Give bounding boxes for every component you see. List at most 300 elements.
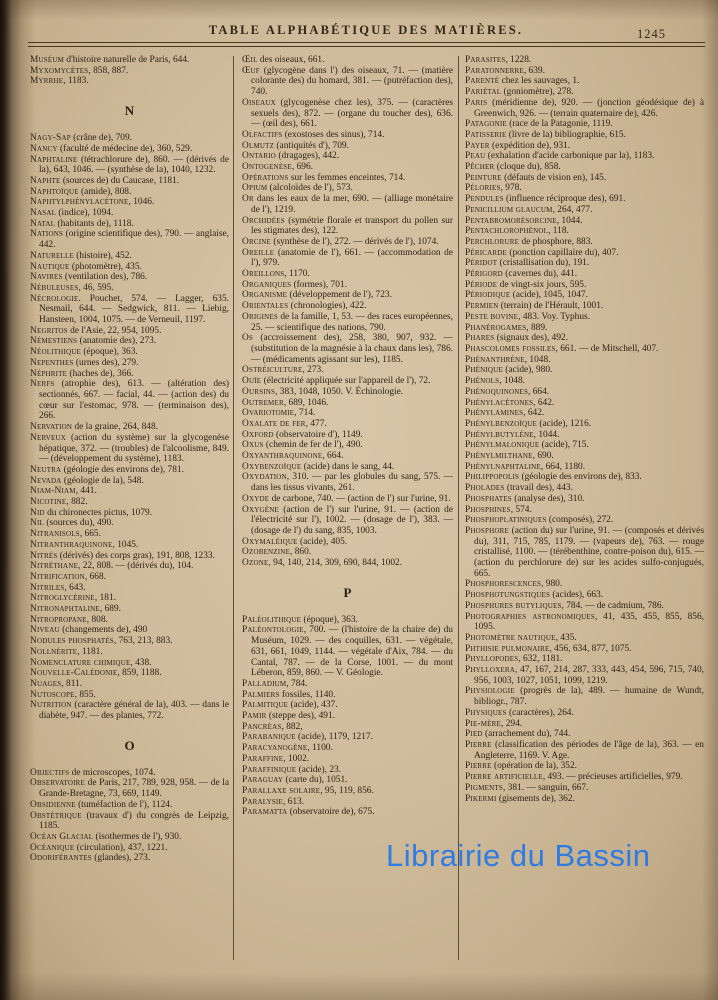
index-entry: Néolithique (époque), 363. [30, 347, 138, 358]
entry-headword: Nécrologie [30, 293, 79, 304]
index-entry: Observatoire de Paris, 217, 789, 928, 958. — de la Grande-Bretagne, 73, 669, 1149. [30, 778, 229, 800]
index-entry: Or dans les eaux de la mer, 690. — (alliage monétaire de l'), 1219. [242, 194, 453, 215]
entry-headword: Phénols [465, 376, 500, 387]
entry-headword: Nautique [30, 261, 70, 272]
index-entry: Orchidées (symétrie florale et transport du pollen sur les stigmates des), 122. [242, 215, 453, 237]
index-entry: Paracyanogène, 1100. [242, 743, 333, 754]
column-divider-2 [458, 56, 459, 960]
index-entry: Phosphore (action du) sur l'urine, 91. — (composés et dérivés du), 311, 715, 785, 1179. — (vapeurs de), 763. — rouge cristallisé, 1100. — (térébenthine, contre-poison du), 615. — (action du perchlorure de) sur les acides sulfo-conjugués, 665. [465, 525, 704, 579]
entry-headword: Opium [242, 183, 268, 194]
index-entry: Pentabromorésorcine, 1044. [465, 215, 583, 226]
index-entry: Oxymaléique (acide), 405. [242, 536, 348, 547]
entry-headword: Pikermi [465, 793, 497, 804]
index-entry: Phénylbenzoïque (acide), 1216. [465, 418, 592, 429]
index-entry: Nuages, 811. [30, 678, 83, 689]
entry-headword: Phosphore [465, 525, 509, 536]
entry-headword: Pancréas [242, 721, 282, 732]
index-entry: Nodules phosphatés, 763, 213, 883. [30, 636, 173, 647]
entry-headword: Pélories [465, 183, 501, 194]
entry-headword: Physiques [465, 707, 507, 718]
index-column-1 [30, 55, 229, 864]
index-entry: Phosphoplatiniques (composés), 272. [465, 515, 614, 526]
entry-headword: Patisserie [465, 129, 507, 140]
entry-headword: Pierre [465, 740, 492, 750]
index-entry: Opium (alcoloïdes de l'), 573. [242, 183, 353, 194]
index-entry: Oreillons, 1170. [242, 269, 310, 280]
entry-headword: Oursins [242, 386, 276, 397]
entry-headword: Niam-Niam [30, 486, 76, 497]
entry-headword: Parabanique [242, 732, 296, 743]
index-entry: Photographies astronomiques, 41, 435, 455, 855, 856, 1095. [465, 611, 704, 633]
entry-headword: Phénylmalonique [465, 440, 540, 451]
entry-headword: Néphrite [30, 368, 68, 379]
index-entry: Objectifs de microscopes, 1074. [30, 767, 156, 778]
entry-headword: Nitrification [30, 571, 85, 582]
index-entry: Nepenthes (urnes des), 279. [30, 357, 139, 368]
index-entry: Pamir (steppe des), 491. [242, 711, 335, 722]
index-entry: Ovariotomie, 714. [242, 408, 316, 419]
index-entry: Phosphorescences, 980. [465, 579, 563, 590]
entry-headword: Phénylacétones [465, 397, 534, 408]
entry-headword: Ostréiculture [242, 365, 303, 376]
entry-headword: Nollnérite [30, 646, 78, 657]
entry-headword: Payer [465, 140, 490, 151]
entry-headword: Phénylamines [465, 408, 524, 419]
index-entry: Phosphines, 574. [465, 504, 532, 515]
entry-headword: Nitriles [30, 582, 65, 593]
index-entry: Organisme (développement de l'), 723. [242, 290, 392, 301]
index-entry: Peinture (défauts de vision en), 145. [465, 172, 607, 183]
entry-headword: Pentachlorophénol [465, 226, 549, 237]
index-entry: Naphtylphénylacétone, 1046. [30, 197, 155, 208]
index-entry: Natal (habitants de), 1118. [30, 218, 134, 229]
index-entry: Nerveux (action du système) sur la glycogenèse hépatique, 372. — (troubles) de l'alcoolisme, 849. — (développement du système), 1183. [30, 432, 229, 465]
index-entry: Phénylnaphtaline, 664, 1180. [465, 461, 586, 472]
index-entry: Nécrologie. Pouchet, 574. — Lagger, 635. Nesmail, 644. — Sedgwick, 811. — Liebig, Hansteen, 1004, 1075. — de Verneuil, 1197. [30, 293, 229, 326]
entry-headword: Oxus [242, 440, 264, 451]
index-entry: Physiologie (progrès de la), 489. — humaine de Wundt, bibliogr., 787. [465, 686, 704, 708]
index-entry: Nitroglycérine, 181. [30, 593, 116, 604]
index-entry: Phénols, 1048. [465, 376, 526, 387]
index-entry: Phylloxera, 47, 167, 214, 287, 333, 443, 454, 596, 715, 740, 956, 1003, 1027, 1051, 1099, 1219. [465, 665, 704, 686]
entry-headword: Objectifs [30, 767, 70, 778]
index-entry: Ontario (dragages), 442. [242, 151, 340, 162]
entry-headword: Oxygène [242, 504, 279, 515]
index-entry: Peau (exhalation d'acide carbonique par la), 1183. [465, 151, 655, 162]
entry-headword: Oreille [242, 247, 275, 258]
entry-headword: Peinture [465, 172, 502, 183]
index-entry: Nitranthraquinone, 1045. [30, 539, 139, 550]
entry-headword: Paralysie [242, 796, 283, 807]
entry-headword: Parasites [465, 55, 506, 65]
entry-headword: Pigments [465, 782, 503, 793]
entry-headword: Oreillons [242, 269, 285, 280]
index-entry: Phénylacétones, 642. [465, 397, 555, 408]
index-entry: Némestiens (anatomie des), 273. [30, 336, 157, 347]
index-entry: Palmitique (acide), 437. [242, 700, 338, 711]
entry-headword: Oxalate de fer [242, 418, 306, 429]
index-entry: Navires (ventilation des), 786. [30, 272, 148, 283]
entry-headword: Phosphotungstiques [465, 590, 551, 601]
entry-headword: Navires [30, 272, 63, 283]
column-divider-1 [233, 56, 234, 960]
entry-headword: Organiques [242, 279, 292, 290]
entry-headword: Naphtaline [30, 154, 78, 165]
index-entry: Organiques (formes), 701. [242, 279, 347, 290]
index-entry: Péricarde (ponction capillaire du), 407. [465, 247, 619, 258]
index-entry: Oxygène (action de l') sur l'urine, 91. — (action de l'électricité sur l'), 1002. — (dosage de l'), 383. — (dosage de l') du sang, 835, 1003. [242, 504, 453, 536]
index-entry: Orientales (chronologies), 422. [242, 301, 367, 312]
index-entry: Muséum d'histoire naturelle de Paris, 644. [30, 55, 190, 65]
index-entry: Nevada (géologie de la), 548. [30, 475, 144, 486]
entry-headword: Nitropropane [30, 614, 87, 625]
entry-headword: Pierre [465, 761, 492, 772]
index-entry: Nagy-Sap (crâne de), 709. [30, 133, 132, 144]
index-entry: Photomètre nautique, 435. [465, 632, 577, 643]
entry-headword: Période [465, 279, 498, 290]
index-entry: Nitrés (dérivés) des corps gras), 191, 808, 1233. [30, 550, 215, 561]
entry-headword: Phosphoplatiniques [465, 515, 547, 526]
index-entry: Période de vingt-six jours, 595. [465, 279, 587, 290]
entry-headword: Nagy-Sap [30, 133, 71, 144]
entry-headword: Phénylbenzoïque [465, 418, 537, 429]
entry-headword: Péridot [465, 258, 498, 269]
index-entry: Perchlorure de phosphore, 883. [465, 236, 593, 247]
entry-headword: Ontogenèse [242, 162, 292, 173]
index-entry: Myrrhe, 1183. [30, 76, 89, 87]
entry-headword: Phascolomes fossiles [465, 343, 556, 354]
entry-headword: Némestiens [30, 336, 78, 347]
entry-headword: Parallaxe solaire [242, 786, 321, 796]
entry-headword: Nitréthane [30, 561, 79, 572]
entry-headword: Pholades [465, 483, 505, 494]
entry-headword: Paraffine [242, 753, 284, 764]
entry-headword: Nil [30, 518, 44, 529]
entry-headword: Nitronaphtaline [30, 604, 100, 615]
entry-headword: Nerveux [30, 432, 66, 443]
index-entry: Pierre (classification des périodes de l'âge de la), 363. — en Angleterre, 1169. V. Age. [465, 740, 704, 761]
page-title: TABLE ALPHABÉTIQUE DES MATIÈRES. [208, 23, 524, 37]
index-entry: Pikermi (gisements de), 362. [465, 793, 575, 804]
entry-headword: Phosphures butyliques [465, 600, 562, 611]
entry-headword: Observatoire [30, 778, 86, 789]
entry-headword: Obsidienne [30, 799, 76, 810]
index-entry: Paris (méridienne de), 920. — (jonction géodésique de) à Greenwich, 926. — (terrain quaternaire de), 426. [465, 97, 704, 119]
entry-headword: Nepenthes [30, 357, 74, 368]
index-entry: Olmutz (antiquités d'), 709. [242, 140, 349, 151]
entry-headword: Photomètre nautique [465, 632, 556, 643]
entry-headword: Ozobenzine [242, 547, 291, 558]
index-entry: Ouïe (électricité appliquée sur l'appareil de l'), 72. [242, 376, 431, 387]
index-entry: Pélories, 978. [465, 183, 522, 194]
entry-headword: Palladium [242, 678, 287, 689]
index-entry: Patisserie (livre de la) bibliographie, 615. [465, 129, 626, 140]
index-entry: Oxyanthraquinone, 664. [242, 451, 344, 462]
index-entry: Parasites, 1228. [465, 55, 532, 65]
index-entry: Oxus (chemin de fer de l'), 490. [242, 440, 363, 451]
index-entry: Phosphates (analyse des), 310. [465, 493, 585, 504]
entry-headword: Œuf [242, 65, 260, 76]
index-entry: Pie-mère, 294. [465, 718, 523, 729]
index-entry: Oreille (anatomie de l'), 661. — (accommodation de l'), 979. [242, 247, 453, 269]
entry-headword: Oxyanthraquinone [242, 451, 323, 462]
entry-headword: Nitranisols [30, 529, 80, 540]
index-entry: Origines de la famille, 1, 53. — des races européennes, 25. — scientifique des nations, 790. [242, 311, 453, 333]
entry-headword: Parenté [465, 76, 500, 87]
index-entry: Patagonie (race de la Patagonie, 1119. [465, 119, 613, 130]
index-entry: Phénylbutylène, 1044. [465, 429, 560, 440]
entry-headword: Nicotine [30, 497, 67, 508]
entry-headword: Paramatta [242, 807, 288, 818]
index-entry: Negritos de l'Asie, 22, 954, 1095. [30, 325, 162, 336]
entry-headword: Pendules [465, 194, 504, 205]
index-entry: Naphtaline (tétrachlorure de), 860. — (dérivés de la), 643, 1046. — (synthèse de la), 1040, 1232. [30, 154, 229, 176]
running-head [30, 23, 702, 41]
entry-headword: Orchidées [242, 215, 285, 226]
index-entry: Nitropropane, 808. [30, 614, 108, 625]
entry-headword: Obstétrique [30, 810, 82, 821]
index-entry: Oxyde de carbone, 740. — (action de l') sur l'urine, 91. [242, 493, 451, 504]
header-rule [28, 42, 705, 47]
index-entry: Phares (signaux des), 492. [465, 333, 569, 344]
watermark: Librairie du Bassin [386, 838, 651, 873]
entry-headword: Naphtoïque [30, 186, 79, 197]
entry-headword: Phénylnaphtaline [465, 461, 541, 472]
entry-headword: Nouvelle-Calédonie [30, 668, 118, 679]
section-heading: O [124, 737, 135, 753]
index-entry: Œuf (glycogène dans l') des oiseaux, 71. — (matière colorante des) du homard, 381. — (putréfaction des), 740. [242, 65, 453, 98]
index-entry: Nitréthane, 22, 808. — (dérivés du), 104. [30, 561, 194, 572]
entry-headword: Paracyanogène [242, 743, 308, 754]
index-entry: Paléontologie, 700. — (l'histoire de la chaire de) du Muséum, 1029. — des coquilles, 631. — végétale, 631, 661, 1049, 1144. — végétale d'Aix, 784. — du Cantal, 787. — de la Corse, 1001. — du mont Léberon, 859, 860. — V. Géologie. [242, 625, 453, 679]
index-entry: Naphtoïque (amide), 808. [30, 186, 132, 197]
entry-headword: Phylloxera [465, 665, 515, 676]
entry-headword: Nitranthraquinone [30, 539, 113, 550]
index-entry: Ozone, 94, 140, 214, 309, 690, 844, 1002. [242, 558, 403, 569]
index-entry: Permien (terrain) de l'Hérault, 1001. [465, 301, 604, 312]
index-entry: Périodique (acide), 1045, 1047. [465, 290, 588, 301]
index-entry: Pêcher (cloque du), 858. [465, 162, 561, 173]
index-entry: Nautique (photomètre), 435. [30, 261, 142, 272]
entry-headword: Outremer [242, 397, 284, 408]
entry-headword: Physiologie [465, 686, 515, 697]
entry-headword: Périodique [465, 290, 511, 301]
index-entry: Penicillium glaucum, 264, 477. [465, 204, 593, 215]
entry-headword: Paléolithique [242, 614, 302, 625]
entry-headword: Oxybenzoïque [242, 461, 302, 472]
index-entry: Nitronaphtaline, 689. [30, 604, 121, 615]
entry-headword: Nerfs [30, 379, 55, 390]
entry-headword: Paraguay [242, 775, 284, 786]
entry-headword: Patagonie [465, 119, 507, 130]
index-entry: Nations (origine scientifique des), 790. — anglaise, 442. [30, 229, 229, 251]
entry-headword: Olfactifs [242, 129, 283, 140]
index-entry: Nasal (indice), 1094. [30, 208, 114, 219]
index-entry: Océan Glacial (isothermes de l'), 930. [30, 832, 182, 842]
index-entry: Phénique (acide), 980. [465, 365, 553, 376]
entry-headword: Palmiers [242, 689, 280, 700]
index-entry: Phosphotungstiques (acides), 663. [465, 590, 604, 601]
entry-headword: Œil [242, 55, 258, 65]
index-entry: Nervation de la graine, 264, 848. [30, 422, 159, 433]
entry-headword: Pierre artificielle [465, 772, 543, 783]
index-entry: Paraffine, 1002. [242, 753, 310, 764]
index-entry: Œil des oiseaux, 661. [242, 55, 325, 65]
entry-headword: Phénylmilthane [465, 451, 533, 462]
entry-headword: Muséum [30, 55, 65, 65]
entry-headword: Pentabromorésorcine [465, 215, 557, 226]
entry-headword: Phthisie pulmonaire [465, 643, 550, 654]
index-entry: Outremer, 689, 1046. [242, 397, 329, 408]
entry-headword: Paratonnerre [465, 65, 524, 76]
entry-headword: Naturelle [30, 250, 74, 261]
index-entry: Phthisie pulmonaire, 456, 634, 877, 1075. [465, 643, 632, 654]
index-entry: Oxydation, 310. — par les globules du sang, 575. — dans les tissus vivants, 261. [242, 472, 453, 494]
index-entry: Os (accroissement des), 258, 380, 907, 932. — (substitution de la magnésie à la chaux dans les), 786. — (médicaments agissant sur les), 1185. [242, 333, 453, 365]
section-heading: P [343, 584, 352, 600]
index-entry: Olfactifs (exostoses des sinus), 714. [242, 129, 385, 140]
index-entry: Opérations sur les femmes enceintes, 714. [242, 172, 406, 183]
entry-headword: Nitrés [30, 550, 58, 561]
entry-headword: Myxomycètes [30, 65, 89, 76]
index-entry: Oursins, 383, 1048, 1050. V. Échinologie. [242, 386, 404, 397]
entry-headword: Naphte [30, 175, 61, 186]
entry-headword: Orcine [242, 236, 271, 247]
entry-headword: Olmutz [242, 140, 275, 151]
entry-headword: Paris [465, 97, 488, 108]
index-entry: Niam-Niam, 441. [30, 486, 97, 497]
index-entry: Pendules (influence réciproque des), 691. [465, 194, 626, 205]
entry-headword: Phénylbutylène [465, 429, 534, 440]
entry-headword: Pêcher [465, 162, 495, 173]
index-entry: Phyllopodes, 632, 1181. [465, 654, 563, 665]
index-entry: Obsidienne (tuméfaction de l'), 1124. [30, 799, 173, 810]
index-entry: Nerfs (atrophie des), 613. — (altération des) sectionnés, 667. — facial, 44. — (action des) du cœur sur l'estomac, 978. — (terminaison des), 266. [30, 379, 229, 422]
entry-headword: Phanérogames [465, 322, 527, 333]
index-entry: Ontogenèse, 696. [242, 162, 313, 173]
page-number: 1245 [637, 27, 666, 41]
entry-headword: Nodules phosphatés [30, 636, 114, 647]
index-entry: Nitranisols, 665. [30, 529, 101, 540]
index-entry: Nébuleuses, 46, 595. [30, 282, 114, 293]
entry-headword: Naphtylphénylacétone [30, 197, 129, 208]
index-entry: Océanique (circulation), 437, 1221. [30, 842, 168, 853]
entry-headword: Niveau [30, 625, 60, 636]
entry-headword: Nid [30, 507, 45, 518]
entry-headword: Phosphorescences [465, 579, 542, 590]
index-entry: Pigments, 381. — sanguin, 667. [465, 782, 589, 793]
index-entry: Phénylamines, 642. [465, 408, 545, 419]
index-entry: Nancy (faculté de médecine de), 360, 529. [30, 143, 193, 154]
index-entry: Myxomycètes, 858, 887. [30, 65, 129, 76]
entry-headword: Opérations [242, 172, 289, 183]
index-entry: Périgord (cavernes du), 441. [465, 269, 578, 280]
entry-headword: Photographies astronomiques [465, 611, 595, 622]
index-entry: Philippopolis (géologie des environs de), 833. [465, 472, 642, 483]
entry-headword: Permien [465, 301, 499, 312]
entry-headword: Phyllopodes [465, 654, 519, 665]
index-entry: Phénylmalonique (acide), 715. [465, 440, 589, 451]
entry-headword: Phénanthrène [465, 354, 525, 365]
section-heading: N [124, 103, 135, 119]
index-entry: Oiseaux (glycogenèse chez les), 375. — (caractères sexuels des), 872. — (organe du toucher des), 636. — (œil des), 661. [242, 97, 453, 130]
index-entry: Palmiers fossiles, 1140. [242, 689, 336, 700]
entry-headword: Néolithique [30, 347, 81, 358]
entry-headword: Phénoquinones [465, 386, 529, 397]
entry-headword: Penicillium glaucum [465, 204, 553, 215]
entry-headword: Paléontologie [242, 625, 304, 636]
index-entry: Oxybenzoïque (acide) dans le sang, 44. [242, 461, 395, 472]
index-entry: Pentachlorophénol, 118. [465, 226, 569, 237]
entry-headword: Os [242, 333, 254, 344]
entry-headword: Pied [465, 729, 483, 740]
entry-headword: Palmitique [242, 700, 289, 711]
entry-headword: Phares [465, 333, 495, 344]
entry-headword: Nuages [30, 678, 62, 689]
index-entry: Phénylmilthane, 690. [465, 451, 554, 462]
entry-headword: Peste bovine [465, 311, 519, 322]
entry-headword: Neutra [30, 464, 62, 475]
index-entry: Oxalate de fer, 477. [242, 418, 327, 429]
entry-headword: Phosphates [465, 493, 512, 504]
index-entry: Physiques (caractères), 264. [465, 707, 574, 718]
index-entry: Parabanique (acide), 1179, 1217. [242, 732, 373, 743]
index-entry: Phascolomes fossiles, 661. — de Mitschell, 407. [465, 343, 659, 354]
index-entry: Nouvelle-Calédonie, 859, 1188. [30, 668, 162, 679]
entry-headword: Périgord [465, 269, 503, 280]
index-entry: Obstétrique (travaux d') du congrès de Leipzig, 1185. [30, 810, 229, 832]
entry-headword: Perchlorure [465, 236, 520, 247]
index-entry: Phanérogames, 889. [465, 322, 548, 333]
entry-headword: Orientales [242, 301, 289, 312]
entry-headword: Paraffinique [242, 764, 297, 775]
index-entry: Payer (expédition de), 931. [465, 140, 571, 151]
entry-headword: Phosphines [465, 504, 511, 515]
entry-headword: Nervation [30, 422, 73, 433]
index-entry: Nitriles, 643. [30, 582, 86, 593]
entry-headword: Oxyde [242, 493, 270, 504]
index-entry: Odoriférantes (glandes), 273. [30, 853, 151, 864]
entry-headword: Myrrhe [30, 76, 64, 87]
index-entry: Pancréas, 882, [242, 721, 303, 732]
index-entry: Néphrite (haches de), 366. [30, 368, 134, 379]
entry-headword: Ouïe [242, 376, 262, 387]
index-entry: Pariétal (goniomètre), 278. [465, 87, 574, 98]
index-entry: Neutra (géologie des environs de), 781. [30, 464, 184, 475]
entry-headword: Nutoscope [30, 689, 75, 700]
index-entry: Parallaxe solaire, 95, 119, 856. [242, 786, 374, 796]
index-entry: Ozobenzine, 860. [242, 547, 312, 558]
entry-headword: Natal [30, 218, 56, 229]
entry-headword: Oiseaux [242, 97, 276, 108]
index-entry: Phénanthrène, 1048. [465, 354, 551, 365]
index-entry: Parenté chez les sauvages, 1. [465, 76, 580, 87]
entry-headword: Oxymaléique [242, 536, 298, 547]
index-entry: Paralysie, 613. [242, 796, 305, 807]
entry-headword: Ovariotomie [242, 408, 295, 419]
entry-headword: Océan Glacial [30, 832, 94, 842]
index-entry: Paramatta (observatoire de), 675. [242, 807, 375, 818]
index-entry: Nollnérite, 1181. [30, 646, 103, 657]
entry-headword: Péricarde [465, 247, 508, 258]
index-entry: Oxford (observatoire d'), 1149. [242, 429, 363, 440]
index-entry: Nutrition (caractère général de la), 403. — dans le diabète, 947. — des plantes, 772. [30, 700, 229, 722]
index-entry: Pholades (travail des), 443. [465, 483, 573, 494]
entry-headword: Ontario [242, 151, 277, 162]
index-entry: Péridot (cristallisation du), 191. [465, 258, 590, 269]
entry-headword: Peau [465, 151, 486, 162]
index-entry: Orcine (synthèse de l'), 272. — dérivés de l'), 1074. [242, 236, 439, 247]
